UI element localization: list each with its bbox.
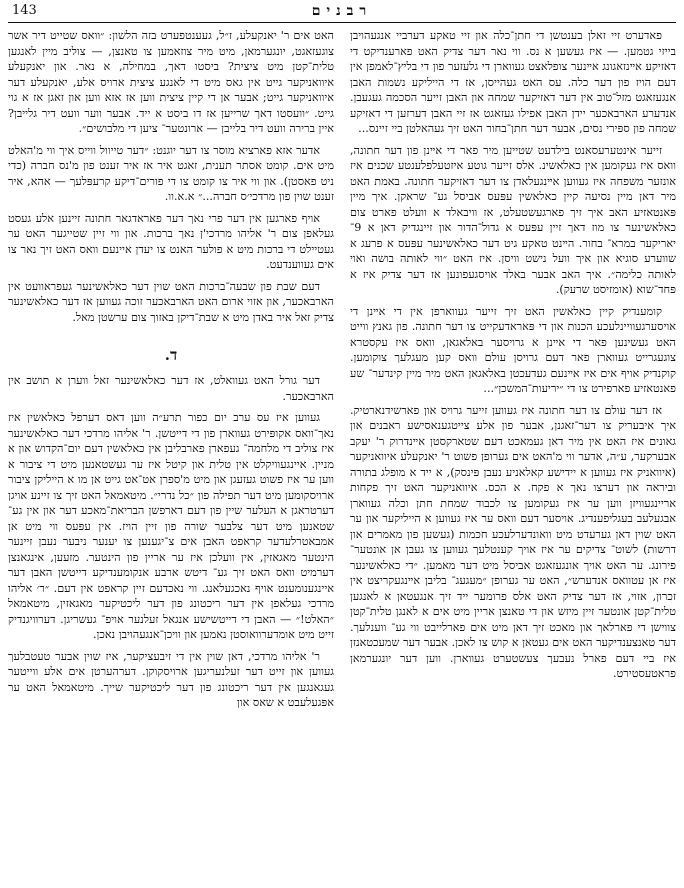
paragraph: געווען איז עס ערב יום כפור תרע״ה ווען דאס דערפל כאלאשין איז נאך־וואס אקופּירט געווארן פון די דייטשן. ר' אליהו מרדכי דער כאלאשינער איז צוליב די מלחמה־ געפארן פארבליבן אין כאלאשין דעם יום־הקדוש און א מניין. איינגעוויקלט אין טלית און קיטל איז ער געשטאנען מיט די ציבור א ווען ער איז פשוט געזעגן און מיט מ'ספרן אט־אט גייט אן מו א הייליקן ציבור ארויסקומען מיט דער תפילה פון ״כל נדרי״. מיטאמאל האט זיך צו זיינע אויגן דערטראגן א העלער שיין פון דעם דארפשן הבריאת־מאכע דער און אין גע־ שטאנען מיט דער צלבער שורה פון זיין הויז. אין עפּעס ווי מיט אן אמבאטרלעדער קראפט האבן אים צ־יגענען צו יענער ניבער נעבן זיינער הינטער מאגאזין, אין וועלכן איז ער אריין פון הינטער. מזעען, אינגאנצן דערמיט וואס האט זיך גע־ דיטש ארבע אנקומענדיקע דייטשן האבן דער איינגענומענט אויף נאכגעלאנג. ווי נאכדעם זיין קראפט אין דעם. ״ר׳ אליהו מרדכי געלאפן אין דער ריכטונג פון דער ליכטיקער מאגאזין, מיטאמאל ״האלט!״ — האבן די דייטשישע אנגאל זעלנער אויפ־ געשריגן. דערוויגנדיק זייט מיט אומדערוואוסטן נאמען און וויכן־אנגעהויבן נאכן.: [8, 411, 334, 641]
section-number: ד.: [164, 346, 178, 364]
page-header: [8, 2, 676, 22]
left-column: [8, 28, 334, 884]
paragraph: ר' אליהו מרדכי, דאן שוין אין די זיבעציקער, איז שוין אבער טעטבלעך געווען און זייט דער זעלנעריגען ארויסקוקן. דערהערטן אים אלע ווייטער געגאנגען אין דער ריכטונג פון דער ליכטיקער שייך. מיטאמאל האט ער אפּגעלעבט א שאס און: [8, 649, 334, 709]
page-number: 143: [12, 3, 37, 18]
paragraph: קומענדיק קיין כאלאשין האט זיך זייער געווארפן אין די אײנן די אויסערגעוויינלעכע הכנות און די פּאראדעקייט צו דער חתונה. פון גאנץ ווייט האט געשינען פאר די אײנן א גרויסער באלאגאן, וואס איז עקסטרא צוגעגרייט געווארן פאר דעם גרויסן עולם וואס קען מעגלעך צוקומען. קוקנדיק אויף אים איז אײנעם געדעכטן באלאגאן האט מיר מיין קינדער־ שע פאנטאזיע פארפירט צו די ״יריעות־המשכן״...: [350, 304, 676, 395]
paragraph: אז דער עולם צו דער חתונה איז געווען זייער גרויס און פארשידנארטיק. איך איבעריק צו דער־זאגנן, אבער פון אלע צייטגענאסישע ראבנים און גאונים איז האט אין מיר דאן געמאכט דעם שטארקסטן אײנדרוק ר' יעקב אבערקער, ע״ה, אדער ווי מ'האט אים גערופן פשוט ר' יאנקעלע איוואניקער (איוואניק איז געווען א יידישע קאלאניע נעבן פּינסק), א ייד א מופלג בתורה וביראה און דערצו נאך א פקח. א הכס. איוואניקער האט זיך פקחות אריינגעוויזן ווען ער איז געקומען צו לכבוד שמחת חתן וכלה געווארן אבגעלעב בעגליפענדיג. אויסער דעם וואס ער איז געווען א הייליקער און ער האט שוין דאן גערעדט מיט וואונדערלעכע חכמות (געשען פון מאמרים און דרשות) לשוט־ צדיקים ער איז אויך קענטלעך געווען צו געבן אן אונטער־ פירונג. ער האט אויך אונגעזאגט אביסל מיט דער מאמען. ״די כאלאשינער איז אן עטוואס אנדערש״, האט ער גערופן ״מעגעג־ בליבן אײנגעקריצט אין זכרון, אזוי, אז דער צדיק האט אלס פרומער ייד זיך אנגעטאן א לאנגען טלית־קטן אונטער זיין מיזש און די טאנצן אריין מיט אים א לאנגן טלית־קטן צווישן די פארלאך און מאכט זיך דאן מיט אים פארלייבט ווי גע־ ווענלעך. דער טאנצענדיקער האט אים געטאן א קוש צו לאכן. אבער דער שמעכטאנזן איז ביי דעם פארל נעבעך צעשטערט געווארן. ווען דער יונגערמאן פראטעסטירט.: [350, 403, 676, 680]
header-rule: [8, 22, 676, 23]
paragraph: האט אים ר' יאנקעלע, ז״ל, געענטפערט בזה הלשון: ״וואס שטייט דיר אשר צוגעזאגט, יונגערמאן, מיט מיר צוזאמען צו טאנצן, — צוליב מיין לאנגען טלית־קטן מיט ציצית? ביסטו דאך, במחילה, א נאר. און יאנקעלע איוואניקער גייט אין גאס מיט די לאנגע ציצית ארויס אלע, יאנקעלע דער איוואניקער גייט; אבער אן די קיין ציצית ווען אז אזא ווען און זאגן אז א גוי גייט. ״וועסטו דאך שרייען אז דו ביסט א ייד. אבער ווער וועט דיר גלייבן? איין ברירה וועט דיר בלייבן — ארונטער־ ציען די מלבושים״.: [8, 29, 334, 135]
paragraph: דעם שבת פון שבעה־ברכות האט שוין דער כאלאשינער געפראוועט אין הארבאכער, און אזוי ארום האט הארבאכער זוכה געווען אז דער כאלאשינער צדיק זאל איר באדן מיט א שבת־דיקן באזוך צום ערשטן מאל.: [8, 279, 334, 324]
paragraph: פאדערט זיי זאלן בענטשן די חתן־כלה און זיי טאקע דערביי אנגעהויבן בייזי גטמען. — איז געשען א נס. ווי נאר דער צדיק האט פארענדיקט די דאזיקע אײנזאגונג אײנער צופלאצט געווארן די גלעזער פון די בליץ־לאמפן אין דעם הויז פון דער כלה. עס האט געהייסן, אז די הייליקע נשמות האבן אנגעזאגט מזל־טוב אין דער דאזיקער שמחה און האבן זייער הסכמה געגעבן. אנדערע הארבאכער יידן האבן אפילו געזאגט אז זיי האבן דערזען די דאזיקע שמחה פון ספּירי נסים, אבער דער חתן־בחור האט זיך געהאלטן ביי זיינס...: [350, 29, 676, 135]
paragraph: דער גורל האט געוואלט, אז דער כאלאשינער זאל ווערן א תושב אין הארבאכער.: [8, 374, 334, 403]
paragraph: זייער אינטערעסאנט בילדעט שטייען מיר פאר די אײנן פון דער חתונה, וואס איז געקומען אין כאלאשינ. אלס זייער גוטע איזטעלפלענטע שכנים איז אונזער משפחה איז געווען אײנגעלאדן צו דער דאזיקער חתונה. באמת האט מיר דאן מיין נסיעה קיין כאלאשין עפּעס אביסל גע־ שראקן. איך מיין פּאנטאזיע האב איך זיך פארגעשטעלט, אז וויבאלד א וועלט פארט צום כאלאשינער צו מוז דאך זיין עפּעס א גדול־הדור און זיינגדיק דאן א 9־יאריקער במרא־ בחור. הײנט טאקע גיט דער כאלאשינער עפּעס א פרעג א שווערע סוגיא און איך וועל נישט וויסן. איז האט ״ווי לאותה בושה ואוי לאותה כלימה״. איך האב אבער באלד אויסגעפונען אז דער צדיק איז א פּחד־שוא (אומזיסט שרעק).: [350, 143, 676, 296]
paragraph: אויף פארגען אין דער פרי נאך דער פאראדגאר חתונה זיינען אלע געסט געלאפן צום ר' אליהו מרדכי'ן נאך ברכות. און ווי זיין שטייגער האט ער געטיילט די ברכות מיט א פולער האנט צו יעדן איינעם וואס האט זיך נאר צו אים געווענדעט.: [8, 211, 334, 271]
running-head: רבנים: [311, 3, 373, 19]
right-column: [350, 28, 676, 884]
paragraph: אדער אזא פארציא מוסר צו דער יוגנט: ״דער טייוול ווייס איך ווי מ'האלט מיט אים. קומט אסתר תענית, זאגט איר אז איר זענט פון מ'נס חברה (כדי ניט פאסטן). און ווי איר צו קומט צו די פורים־דיקע קרעפּלעך — אהא, איר זענט שוין פון מרדכי׳ס חברה...״ א.א.וו.: [8, 143, 334, 203]
